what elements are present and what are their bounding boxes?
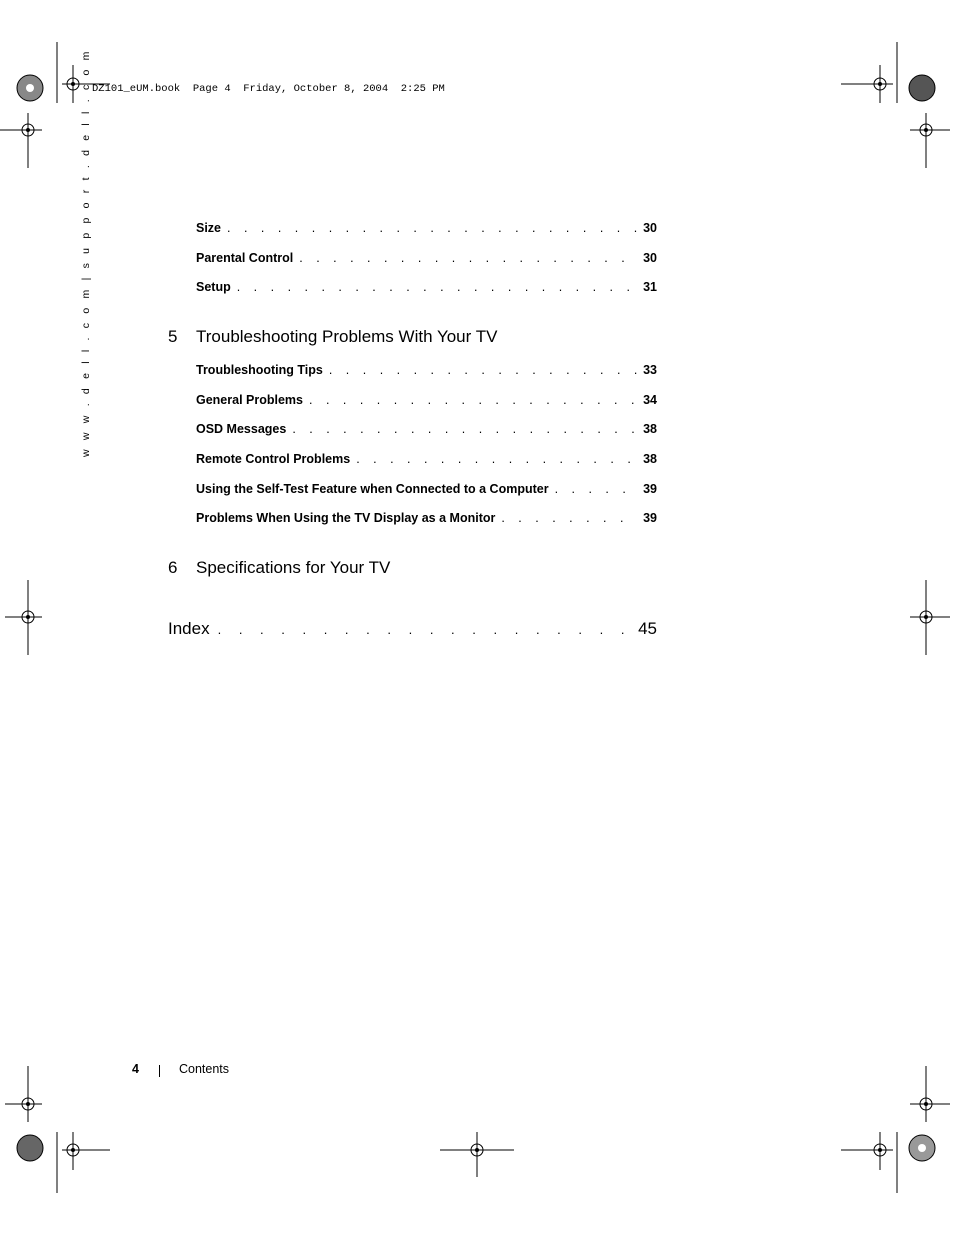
dot-leader [501,510,637,526]
toc-entry-parental-control[interactable] [196,250,657,266]
chapter-title: Troubleshooting Problems With Your TV [196,327,498,346]
dot-leader [356,451,637,467]
chapter-heading-5[interactable] [168,326,497,348]
toc-entry-page: 31 [643,280,657,294]
toc-entry-remote-control-problems[interactable] [196,451,657,467]
dot-leader [555,481,638,497]
dot-leader [309,392,637,408]
chapter-number: 5 [168,327,178,346]
dot-leader [218,619,630,641]
toc-entry-page: 30 [643,251,657,265]
toc-entry-label: Index [168,619,210,638]
toc-entry-label: Size [196,221,222,235]
toc-entry-label: General Problems [196,393,303,407]
toc-entry-self-test-feature[interactable] [196,481,657,497]
toc-entry-page: 38 [643,452,657,466]
toc-entry-page: 39 [643,482,657,496]
dot-leader [237,279,637,295]
toc-entry-label: Using the Self-Test Feature when Connected to a Computer [196,482,549,496]
toc-entry-troubleshooting-tips[interactable] [196,362,657,378]
toc-entry-label: OSD Messages [196,422,287,436]
chapter-title: Specifications for Your TV [196,558,391,577]
toc-entry-label: Problems When Using the TV Display as a Monitor [196,511,496,525]
toc-entry-size[interactable] [196,220,657,236]
print-header: DZ101_eUM.book Page 4 Friday, October 8, 2004 2:25 PM [92,83,445,95]
toc-entry-general-problems[interactable] [196,392,657,408]
toc-entry-page: 39 [643,511,657,525]
toc-entry-page: 33 [643,363,657,377]
toc-entry-label: Parental Control [196,251,294,265]
chapter-number: 6 [168,558,178,577]
toc-entry-tv-display-monitor[interactable] [196,510,657,526]
toc-entry-label: Remote Control Problems [196,452,351,466]
toc-entry-index[interactable] [168,618,657,641]
footer-section-title: Contents [179,1062,230,1076]
toc-entry-label: Troubleshooting Tips [196,363,323,377]
toc-entry-page: 34 [643,393,657,407]
footer-page-number: 4 [132,1062,139,1076]
toc-entry-page: 38 [643,422,657,436]
chapter-heading-6[interactable] [168,557,390,579]
dot-leader [292,421,637,437]
dot-leader [329,362,637,378]
sidebar-url: w w w . d e l l . c o m | s u p p o r t . d e l l . c o m [80,48,92,457]
footer-divider [159,1065,160,1077]
dot-leader [299,250,637,266]
toc-entry-setup[interactable] [196,279,657,295]
toc-entry-label: Setup [196,280,231,294]
dot-leader [227,220,637,236]
toc-entry-osd-messages[interactable] [196,421,657,437]
toc-entry-page: 45 [638,619,657,638]
toc-entry-page: 30 [643,221,657,235]
